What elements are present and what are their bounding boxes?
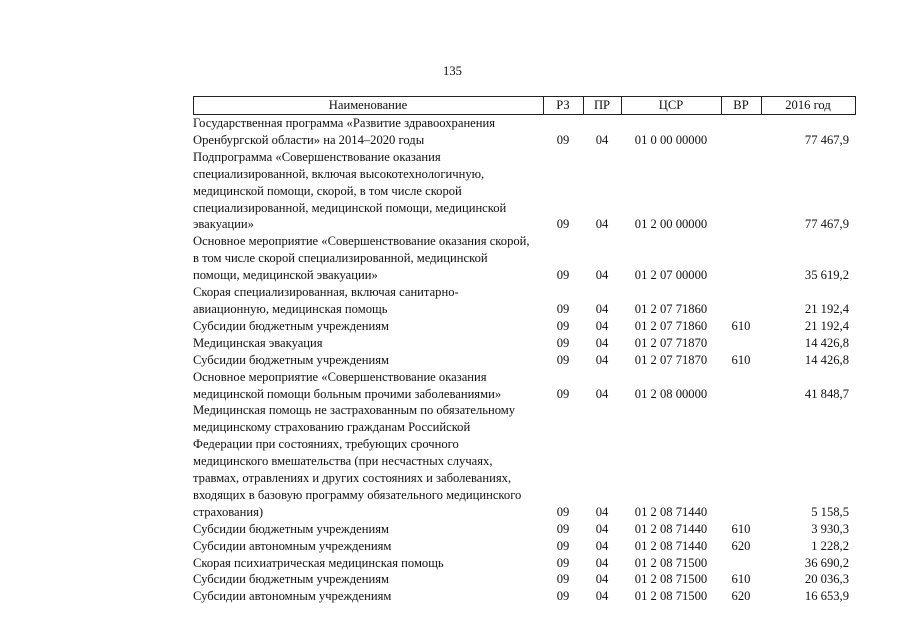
row-name [193, 369, 543, 403]
row-sum-2016: 20 036,3 [804, 572, 849, 587]
row-name [193, 115, 543, 149]
row-name-line: авиационную, медицинская помощь [193, 301, 388, 316]
row-csr: 01 2 00 00000 [634, 217, 708, 232]
row-rz: 09 [556, 521, 570, 536]
row-vr: 610 [731, 318, 751, 333]
table-row [193, 149, 856, 234]
row-name-line: Скорая психиатрическая медицинская помощь [193, 555, 444, 570]
table-row [193, 538, 856, 555]
row-sum-2016: 14 426,8 [804, 352, 849, 367]
row-rz: 09 [556, 538, 570, 553]
row-rz: 09 [556, 555, 570, 570]
row-pr: 04 [595, 589, 609, 604]
row-name-line: медицинскому страхованию гражданам Российской [193, 420, 471, 435]
row-rz: 09 [556, 217, 570, 232]
row-name-line: Субсидии бюджетным учреждениям [193, 318, 389, 333]
row-name-line: травмах, отравлениях и других состояниях и заболеваниях, [193, 471, 512, 486]
row-vr: 610 [731, 352, 751, 367]
row-name [193, 233, 543, 284]
row-name-line: входящих в базовую программу обязательного медицинского [193, 487, 522, 502]
row-name-line: страхования) [193, 504, 264, 519]
row-name-line: Подпрограмма «Совершенствование оказания [193, 149, 441, 164]
table-row [193, 402, 856, 520]
row-sum-2016: 77 467,9 [804, 217, 849, 232]
row-pr: 04 [595, 504, 609, 519]
row-name [193, 521, 543, 538]
row-name [193, 555, 543, 572]
row-name [193, 538, 543, 555]
row-rz: 09 [556, 572, 570, 587]
row-pr: 04 [595, 352, 609, 367]
row-name-line: в том числе скорой специализированной, медицинской [193, 251, 488, 266]
row-csr: 01 2 07 71860 [634, 318, 708, 333]
row-name [193, 318, 543, 335]
table-row [193, 521, 856, 538]
row-name-line: Субсидии бюджетным учреждениям [193, 521, 389, 536]
row-pr: 04 [595, 318, 609, 333]
row-name-line: Медицинская помощь не застрахованным по обязательному [193, 403, 516, 418]
row-pr: 04 [595, 335, 609, 350]
row-name-line: Основное мероприятие «Совершенствование оказания [193, 369, 487, 384]
row-sum-2016: 35 619,2 [804, 268, 849, 283]
row-name-line: Государственная программа «Развитие здравоохранения [193, 116, 496, 130]
row-csr: 01 2 07 71870 [634, 335, 708, 350]
row-vr: 620 [731, 538, 751, 553]
row-csr: 01 2 07 71860 [634, 301, 708, 316]
budget-table [193, 96, 856, 605]
row-name [193, 335, 543, 352]
table-row [193, 233, 856, 284]
row-pr: 04 [595, 572, 609, 587]
row-rz: 09 [556, 504, 570, 519]
row-name-line: медицинской помощи, скорой, в том числе скорой [193, 183, 462, 198]
row-rz: 09 [556, 268, 570, 283]
row-name-line: помощи, медицинской эвакуации» [193, 268, 378, 283]
row-pr: 04 [595, 521, 609, 536]
row-vr: 610 [731, 572, 751, 587]
header-name: Наименование [328, 98, 408, 112]
row-name-line: Субсидии бюджетным учреждениям [193, 572, 389, 587]
row-name [193, 402, 543, 520]
row-name-line: Скорая специализированная, включая санитарно- [193, 285, 459, 300]
row-name-line: Оренбургской области» на 2014–2020 годы [193, 132, 425, 147]
row-vr: 620 [731, 589, 751, 604]
table-row [193, 284, 856, 318]
row-name-line: Основное мероприятие «Совершенствование оказания скорой, [193, 234, 530, 249]
row-name-line: Субсидии автономным учреждениям [193, 589, 392, 604]
row-pr: 04 [595, 132, 609, 147]
row-rz: 09 [556, 386, 570, 401]
header-year: 2016 год [785, 98, 831, 112]
table-row [193, 318, 856, 335]
row-pr: 04 [595, 555, 609, 570]
row-sum-2016: 16 653,9 [804, 589, 849, 604]
row-name-line: Субсидии автономным учреждениям [193, 538, 392, 553]
row-sum-2016: 1 228,2 [811, 538, 849, 553]
row-sum-2016: 5 158,5 [811, 504, 849, 519]
row-sum-2016: 36 690,2 [804, 555, 849, 570]
row-csr: 01 2 08 00000 [634, 386, 708, 401]
table-row [193, 588, 856, 605]
row-sum-2016: 14 426,8 [804, 335, 849, 350]
row-name-line: медицинского вмешательства (при несчастных случаях, [193, 454, 493, 469]
row-sum-2016: 3 930,3 [811, 521, 849, 536]
row-sum-2016: 21 192,4 [804, 318, 849, 333]
row-pr: 04 [595, 268, 609, 283]
row-rz: 09 [556, 352, 570, 367]
row-name [193, 588, 543, 605]
row-csr: 01 2 08 71440 [634, 504, 708, 519]
row-pr: 04 [595, 217, 609, 232]
row-sum-2016: 21 192,4 [804, 301, 849, 316]
row-name [193, 571, 543, 588]
table-row [193, 352, 856, 369]
row-rz: 09 [556, 335, 570, 350]
row-name-line: Медицинская эвакуация [193, 335, 323, 350]
row-csr: 01 2 08 71500 [634, 555, 708, 570]
table-row [193, 335, 856, 352]
row-pr: 04 [595, 538, 609, 553]
row-csr: 01 0 00 00000 [634, 132, 708, 147]
row-rz: 09 [556, 589, 570, 604]
table-row [193, 571, 856, 588]
header-pr: ПР [593, 98, 611, 112]
table-body [193, 115, 856, 605]
header-vr: ВР [733, 98, 749, 112]
page-number: 135 [443, 64, 462, 78]
table-header [193, 96, 856, 115]
row-name-line: специализированной, медицинской помощи, медицинской [193, 200, 507, 215]
row-name-line: Федерации при состояниях, требующих срочного [193, 437, 459, 452]
row-pr: 04 [595, 301, 609, 316]
row-name-line: медицинской помощи больным прочими заболеваниями» [193, 386, 502, 401]
row-name [193, 352, 543, 369]
row-name [193, 284, 543, 318]
row-csr: 01 2 07 00000 [634, 268, 708, 283]
row-rz: 09 [556, 318, 570, 333]
row-pr: 04 [595, 386, 609, 401]
row-csr: 01 2 08 71500 [634, 572, 708, 587]
table-row [193, 115, 856, 149]
row-name [193, 149, 543, 234]
header-rz: РЗ [556, 98, 570, 112]
row-name-line: эвакуации» [193, 217, 254, 232]
table-row [193, 555, 856, 572]
row-csr: 01 2 08 71440 [634, 538, 708, 553]
row-vr: 610 [731, 521, 751, 536]
header-border-right [855, 97, 856, 114]
row-csr: 01 2 08 71440 [634, 521, 708, 536]
table-row [193, 369, 856, 403]
row-csr: 01 2 08 71500 [634, 589, 708, 604]
row-name-line: Субсидии бюджетным учреждениям [193, 352, 389, 367]
row-sum-2016: 41 848,7 [804, 386, 849, 401]
row-name-line: специализированной, включая высокотехнологичную, [193, 166, 485, 181]
row-rz: 09 [556, 301, 570, 316]
row-sum-2016: 77 467,9 [804, 132, 849, 147]
row-csr: 01 2 07 71870 [634, 352, 708, 367]
row-rz: 09 [556, 132, 570, 147]
header-csr: ЦСР [658, 98, 684, 112]
